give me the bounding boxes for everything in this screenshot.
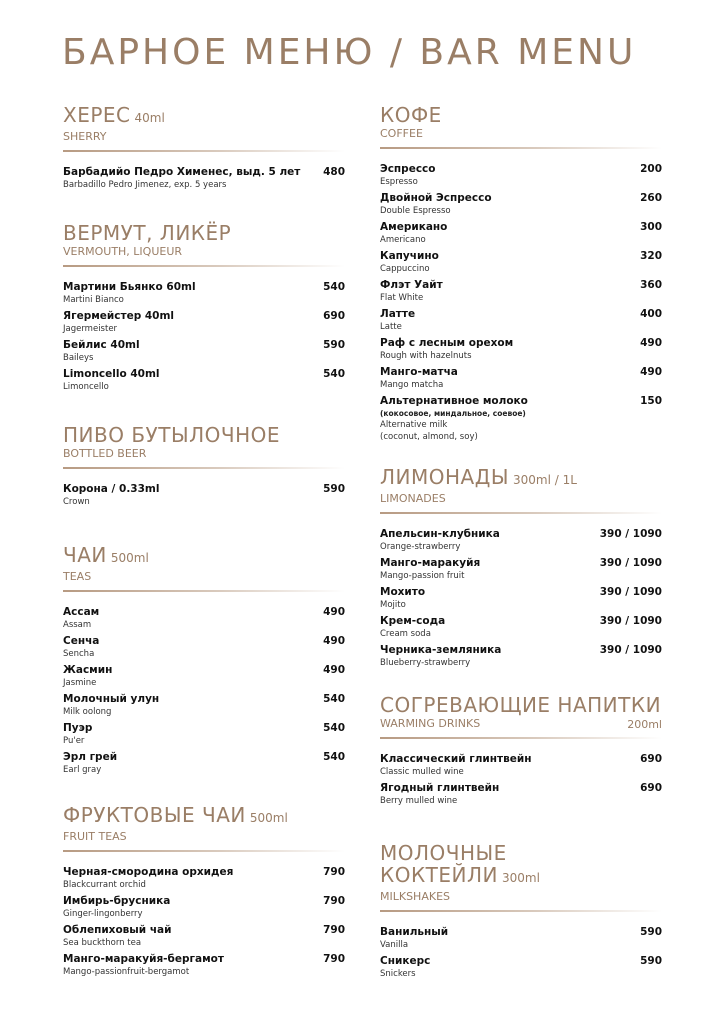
section-header xyxy=(63,424,345,461)
item-english: Vanilla xyxy=(380,940,409,950)
item-name: Эспрессо xyxy=(380,163,436,175)
menu-item xyxy=(63,368,345,393)
item-name: Раф с лесным орехом xyxy=(380,337,514,349)
item-name: Крем-сода xyxy=(380,615,446,627)
item-price: 300 xyxy=(640,221,662,233)
item-price: 790 xyxy=(323,895,345,907)
item-english: Orange-strawberry xyxy=(380,542,461,552)
item-english: Mango matcha xyxy=(380,380,444,390)
item-price: 390 / 1090 xyxy=(599,557,662,569)
item-price: 790 xyxy=(323,953,345,965)
item-name: Черника-земляника xyxy=(380,644,502,656)
section-divider xyxy=(380,147,662,149)
menu-item xyxy=(380,926,662,951)
item-name: Классический глинтвейн xyxy=(380,753,532,765)
item-name: Эрл грей xyxy=(63,751,118,763)
item-price: 540 xyxy=(323,281,345,293)
section-title xyxy=(63,424,345,446)
item-name: Бейлис 40ml xyxy=(63,339,140,351)
item-price: 360 xyxy=(640,279,662,291)
item-list xyxy=(63,166,345,191)
section-title-text: ФРУКТОВЫЕ ЧАИ xyxy=(63,803,246,827)
menu-item xyxy=(380,221,662,246)
menu-item xyxy=(380,753,662,778)
item-name: Двойной Эспрессо xyxy=(380,192,492,204)
menu-item xyxy=(63,310,345,335)
section-title-text: КОФЕ xyxy=(380,103,442,127)
item-name: Черная-смородина орхидея xyxy=(63,866,234,878)
section-title-text: СОГРЕВАЮЩИЕ НАПИТКИ xyxy=(380,693,662,717)
item-price: 540 xyxy=(323,722,345,734)
item-list xyxy=(63,606,345,776)
section-divider xyxy=(63,265,345,267)
item-price: 590 xyxy=(323,483,345,495)
section-divider xyxy=(63,467,345,469)
section-volume: 40ml xyxy=(134,111,165,125)
section-subtitle: SHERRY xyxy=(63,130,107,143)
item-english: Latte xyxy=(380,322,402,332)
item-name: Сенча xyxy=(63,635,100,647)
item-price: 490 xyxy=(323,635,345,647)
menu-item xyxy=(380,955,662,980)
section-subtitle: VERMOUTH, LIQUEUR xyxy=(63,245,183,258)
title-separator: / xyxy=(389,32,405,73)
menu-item xyxy=(380,615,662,640)
item-price: 590 xyxy=(640,955,662,967)
menu-item xyxy=(380,192,662,217)
item-english: Double Espresso xyxy=(380,206,451,216)
item-name: Латте xyxy=(380,308,416,320)
section-subtitle: BOTTLED BEER xyxy=(63,447,147,460)
item-price: 540 xyxy=(323,368,345,380)
item-english: Assam xyxy=(63,620,92,630)
item-name: Ягермейстер 40ml xyxy=(63,310,175,322)
section-title-text: ЛИМОНАДЫ xyxy=(380,465,509,489)
item-english: Classic mulled wine xyxy=(380,767,464,777)
item-english: Martini Bianco xyxy=(63,295,124,305)
item-name: Сникерс xyxy=(380,955,431,967)
menu-item xyxy=(63,281,345,306)
item-name: Манго-матча xyxy=(380,366,458,378)
item-price: 320 xyxy=(640,250,662,262)
menu-item xyxy=(380,782,662,807)
item-name: Ванильный xyxy=(380,926,449,938)
item-name: Limoncello 40ml xyxy=(63,368,160,380)
menu-item xyxy=(63,895,345,920)
section-subtitle: FRUIT TEAS xyxy=(63,830,127,843)
item-price: 150 xyxy=(640,395,662,407)
section-title-text: ЧАИ xyxy=(63,543,107,567)
item-english: Cream soda xyxy=(380,629,431,639)
item-price: 540 xyxy=(323,693,345,705)
item-list xyxy=(380,163,662,443)
title-ru: БАРНОЕ МЕНЮ xyxy=(62,32,376,73)
item-english: Flat White xyxy=(380,293,424,303)
item-english-note: (coconut, almond, soy) xyxy=(380,432,478,442)
section-title xyxy=(380,842,662,889)
menu-item xyxy=(63,606,345,631)
section-header xyxy=(63,544,345,584)
item-english: Ginger-lingonberry xyxy=(63,909,143,919)
item-price: 400 xyxy=(640,308,662,320)
section-title-text: МОЛОЧНЫЕ xyxy=(380,841,507,865)
item-name: Апельсин-клубника xyxy=(380,528,500,540)
item-english: Barbadillo Pedro Jimenez, exp. 5 years xyxy=(63,180,227,190)
menu-section xyxy=(380,104,662,447)
item-price: 790 xyxy=(323,924,345,936)
menu-item xyxy=(63,483,345,508)
item-price: 490 xyxy=(640,366,662,378)
menu-item xyxy=(63,166,345,191)
item-list xyxy=(380,753,662,807)
section-title-text: ПИВО БУТЫЛОЧНОЕ xyxy=(63,423,281,447)
section-volume: 500ml xyxy=(110,551,149,565)
section-title xyxy=(380,104,662,126)
item-english: Milk oolong xyxy=(63,707,112,717)
item-list xyxy=(63,483,345,508)
section-header xyxy=(380,842,662,904)
menu-item xyxy=(380,395,662,443)
item-english: Baileys xyxy=(63,353,94,363)
section-volume: 300ml xyxy=(501,871,540,885)
item-name: Манго-маракуйя-бергамот xyxy=(63,953,224,965)
section-header xyxy=(63,104,345,144)
menu-item xyxy=(63,866,345,891)
menu-item xyxy=(63,664,345,689)
menu-item xyxy=(63,953,345,978)
item-english: Sencha xyxy=(63,649,95,659)
section-subtitle-volume: 200ml xyxy=(627,718,662,731)
item-price: 690 xyxy=(323,310,345,322)
menu-item xyxy=(63,693,345,718)
section-subtitle: WARMING DRINKS xyxy=(380,717,481,730)
section-header xyxy=(63,222,345,259)
menu-item xyxy=(63,751,345,776)
menu-item xyxy=(63,339,345,364)
menu-item xyxy=(380,366,662,391)
section-header xyxy=(63,804,345,844)
item-price: 480 xyxy=(323,166,345,178)
menu-item xyxy=(380,557,662,582)
menu-item xyxy=(63,722,345,747)
section-volume: 300ml / 1L xyxy=(513,473,577,487)
section-subtitle: TEAS xyxy=(63,570,92,583)
item-price: 540 xyxy=(323,751,345,763)
menu-section xyxy=(380,466,662,673)
section-subtitle: MILKSHAKES xyxy=(380,890,451,903)
item-english: Alternative milk xyxy=(380,420,448,430)
item-price: 490 xyxy=(323,664,345,676)
section-title-text: ВЕРМУТ, ЛИКЁР xyxy=(63,221,232,245)
item-name: Корона / 0.33ml xyxy=(63,483,160,495)
menu-item xyxy=(380,308,662,333)
item-price: 690 xyxy=(640,753,662,765)
title-en: BAR MENU xyxy=(419,32,637,73)
item-english: Rough with hazelnuts xyxy=(380,351,472,361)
menu-section xyxy=(63,222,345,397)
section-title-text-line2: КОКТЕЙЛИ xyxy=(380,863,498,887)
item-price: 590 xyxy=(640,926,662,938)
menu-item xyxy=(380,250,662,275)
menu-item xyxy=(63,924,345,949)
item-name: Пуэр xyxy=(63,722,93,734)
item-price: 490 xyxy=(323,606,345,618)
section-divider xyxy=(380,737,662,739)
menu-item xyxy=(380,163,662,188)
item-price: 590 xyxy=(323,339,345,351)
item-name: Облепиховый чай xyxy=(63,924,172,936)
item-list xyxy=(380,926,662,980)
item-price: 200 xyxy=(640,163,662,175)
item-list xyxy=(63,281,345,393)
section-title-text: ХЕРЕС xyxy=(63,103,131,127)
item-price: 390 / 1090 xyxy=(599,644,662,656)
section-divider xyxy=(63,850,345,852)
item-name: Барбадийо Педро Хименес, выд. 5 лет xyxy=(63,166,301,178)
menu-section xyxy=(380,694,662,811)
section-title xyxy=(63,544,345,569)
section-volume: 500ml xyxy=(249,811,288,825)
item-english: Mojito xyxy=(380,600,406,610)
item-english: Jasmine xyxy=(63,678,97,688)
item-name: Ягодный глинтвейн xyxy=(380,782,500,794)
menu-item xyxy=(380,644,662,669)
section-divider xyxy=(63,150,345,152)
menu-item xyxy=(380,528,662,553)
section-header xyxy=(380,104,662,141)
item-english: Americano xyxy=(380,235,426,245)
item-english: Espresso xyxy=(380,177,418,187)
item-name: Капучино xyxy=(380,250,439,262)
section-divider xyxy=(63,590,345,592)
menu-item xyxy=(380,337,662,362)
item-name: Мартини Бьянко 60ml xyxy=(63,281,196,293)
item-name: Ассам xyxy=(63,606,100,618)
section-subtitle: COFFEE xyxy=(380,127,423,140)
item-english: Pu'er xyxy=(63,736,85,746)
menu-item xyxy=(380,279,662,304)
section-header xyxy=(380,466,662,506)
menu-section xyxy=(63,544,345,780)
item-english: Jagermeister xyxy=(63,324,118,334)
section-subtitle: LIMONADES xyxy=(380,492,446,505)
item-name: Молочный улун xyxy=(63,693,160,705)
section-divider xyxy=(380,512,662,514)
item-name: Альтернативное молоко xyxy=(380,395,528,407)
item-price: 690 xyxy=(640,782,662,794)
item-list xyxy=(63,866,345,978)
menu-section xyxy=(63,424,345,512)
item-english: Cappuccino xyxy=(380,264,430,274)
item-english: Earl gray xyxy=(63,765,102,775)
item-price: 390 / 1090 xyxy=(599,586,662,598)
section-divider xyxy=(380,910,662,912)
menu-section xyxy=(63,104,345,195)
item-english: Crown xyxy=(63,497,90,507)
item-price: 490 xyxy=(640,337,662,349)
item-name: Мохито xyxy=(380,586,426,598)
item-english: Blueberry-strawberry xyxy=(380,658,471,668)
item-english: Snickers xyxy=(380,969,416,979)
section-title xyxy=(63,804,345,829)
item-english: Mango-passion fruit xyxy=(380,571,465,581)
item-list xyxy=(380,528,662,669)
item-name: Флэт Уайт xyxy=(380,279,443,291)
section-title xyxy=(380,466,662,491)
item-english: Mango-passionfruit-bergamot xyxy=(63,967,190,977)
section-header xyxy=(380,694,662,731)
item-english: Blackcurrant orchid xyxy=(63,880,146,890)
item-name: Американо xyxy=(380,221,448,233)
page-title xyxy=(62,32,636,73)
item-price: 790 xyxy=(323,866,345,878)
menu-section xyxy=(63,804,345,982)
menu-item xyxy=(63,635,345,660)
item-price: 260 xyxy=(640,192,662,204)
item-english: Sea buckthorn tea xyxy=(63,938,142,948)
item-price: 390 / 1090 xyxy=(599,528,662,540)
item-english: Limoncello xyxy=(63,382,109,392)
item-name: Имбирь-брусника xyxy=(63,895,171,907)
section-title xyxy=(63,104,345,129)
item-name: Манго-маракуйя xyxy=(380,557,481,569)
item-name: Жасмин xyxy=(63,664,113,676)
item-price: 390 / 1090 xyxy=(599,615,662,627)
item-english: Berry mulled wine xyxy=(380,796,458,806)
section-title xyxy=(63,222,345,244)
menu-section xyxy=(380,842,662,984)
section-title xyxy=(380,694,662,716)
item-note: (кокосовое, миндальное, соевое) xyxy=(380,409,526,418)
menu-item xyxy=(380,586,662,611)
